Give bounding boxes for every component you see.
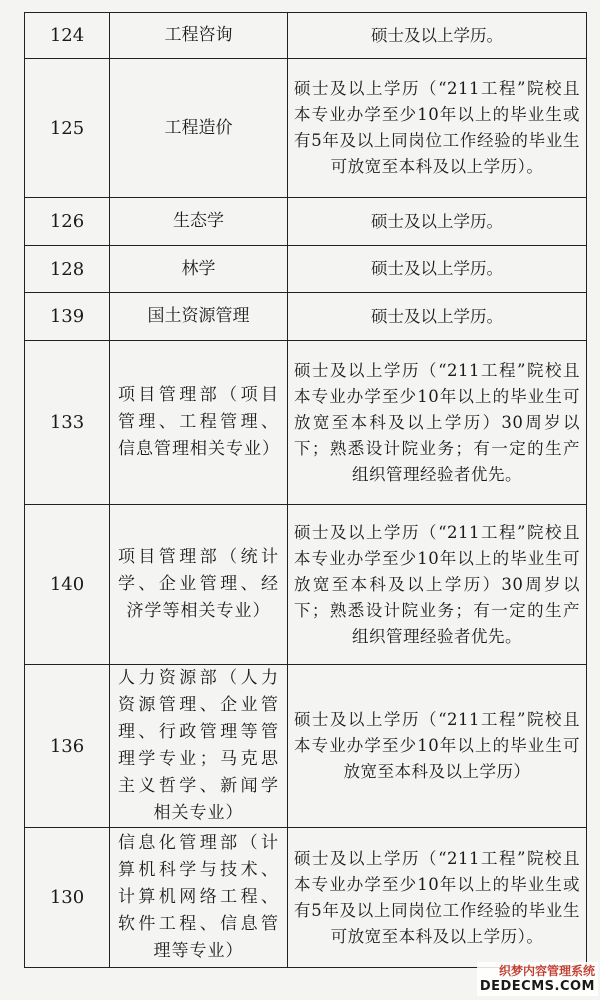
position-code: 128	[25, 246, 110, 293]
table-row	[25, 505, 587, 665]
table-row	[25, 246, 587, 293]
watermark-title: 织梦内容管理系统	[498, 964, 595, 978]
major-name: 人力资源部（人力资源管理、企业管理、行政管理等管理学专业；马克思主义哲学、新闻学相关专业）	[110, 665, 288, 828]
position-code: 136	[25, 665, 110, 828]
position-code: 125	[25, 59, 110, 198]
major-name: 生态学	[110, 198, 288, 246]
position-code: 124	[25, 13, 110, 59]
requirement-text: 硕士及以上学历。	[288, 293, 587, 341]
table-row	[25, 341, 587, 505]
requirement-text: 硕士及以上学历。	[288, 198, 587, 246]
position-code: 139	[25, 293, 110, 341]
major-name: 项目管理部（项目管理、工程管理、信息管理相关专业）	[110, 341, 288, 505]
position-code: 130	[25, 828, 110, 968]
table-row	[25, 828, 587, 968]
requirement-text: 硕士及以上学历（“211工程”院校且本专业办学至少10年以上的毕业生可放宽至本科及以上学历）30周岁以下；熟悉设计院业务；有一定的生产组织管理经验者优先。	[288, 341, 587, 505]
major-name: 国土资源管理	[110, 293, 288, 341]
major-name: 林学	[110, 246, 288, 293]
position-code: 140	[25, 505, 110, 665]
table-row	[25, 293, 587, 341]
requirement-text: 硕士及以上学历（“211工程”院校且本专业办学至少10年以上的毕业生可放宽至本科及以上学历）30周岁以下；熟悉设计院业务；有一定的生产组织管理经验者优先。	[288, 505, 587, 665]
major-name: 工程咨询	[110, 13, 288, 59]
requirement-text: 硕士及以上学历（“211工程”院校且本专业办学至少10年以上的毕业生或有5年及以上同岗位工作经验的毕业生可放宽至本科及以上学历）。	[288, 828, 587, 968]
position-code: 126	[25, 198, 110, 246]
watermark-url: DEDECMS.COM	[479, 979, 595, 994]
requirement-text: 硕士及以上学历（“211工程”院校且本专业办学至少10年以上的毕业生可放宽至本科及以上学历）	[288, 665, 587, 828]
major-name: 信息化管理部（计算机科学与技术、计算机网络工程、软件工程、信息管理等专业）	[110, 828, 288, 968]
major-name: 工程造价	[110, 59, 288, 198]
requirements-table	[24, 12, 587, 968]
table-row	[25, 198, 587, 246]
site-watermark	[477, 962, 598, 996]
requirement-text: 硕士及以上学历（“211工程”院校且本专业办学至少10年以上的毕业生或有5年及以上同岗位工作经验的毕业生可放宽至本科及以上学历）。	[288, 59, 587, 198]
position-code: 133	[25, 341, 110, 505]
major-name: 项目管理部（统计学、企业管理、经济学等相关专业）	[110, 505, 288, 665]
table-row	[25, 13, 587, 59]
requirement-text: 硕士及以上学历。	[288, 13, 587, 59]
table-row	[25, 59, 587, 198]
table-row	[25, 665, 587, 828]
requirement-text: 硕士及以上学历。	[288, 246, 587, 293]
